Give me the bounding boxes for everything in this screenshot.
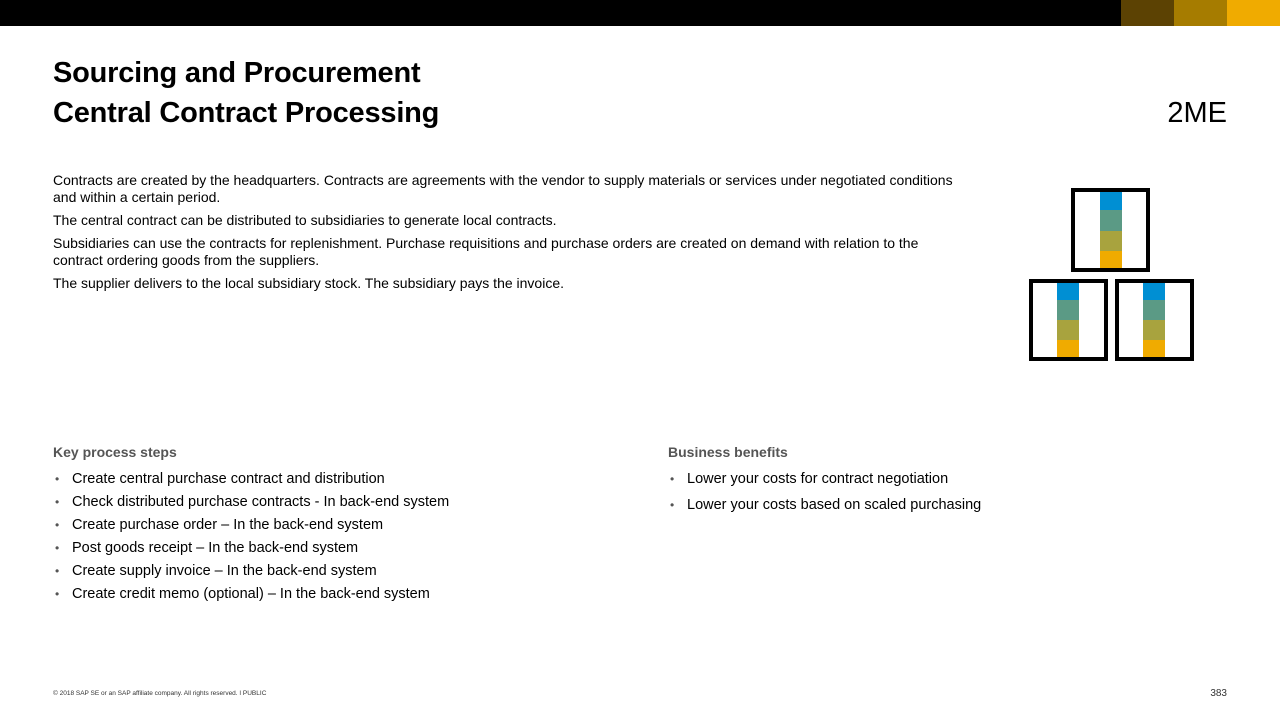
list-item-text: Create central purchase contract and distribution: [72, 471, 385, 487]
page-subtitle: Central Contract Processing: [53, 97, 440, 129]
list-item-text: Create credit memo (optional) – In the back-end system: [72, 586, 430, 602]
page-number: 383: [1210, 688, 1227, 699]
intro-paragraph: Contracts are created by the headquarters. Contracts are agreements with the vendor to supply materials or services under negotiated conditions and within a certain period.: [53, 172, 953, 205]
key-process-steps: [53, 444, 633, 609]
building-block-left: [1031, 280, 1106, 360]
color-swatch-dark: [1121, 0, 1174, 26]
section-heading: Business benefits: [668, 444, 788, 460]
business-benefits: [668, 444, 1228, 523]
color-swatch-mid: [1174, 0, 1227, 26]
intro-paragraph: Subsidiaries can use the contracts for replenishment. Purchase requisitions and purchase orders are created on demand with relation to the contract ordering goods from the suppliers.: [53, 235, 919, 268]
scope-item-code: 2ME: [1167, 97, 1227, 129]
intro-paragraph: The central contract can be distributed to subsidiaries to generate local contracts.: [53, 212, 557, 228]
list-item: • Create supply invoice – In the back-end system: [55, 563, 377, 579]
stacked-buildings-icon: [1025, 185, 1200, 365]
building-block-right: [1117, 280, 1192, 360]
intro-text: [53, 172, 953, 298]
list-item: • Lower your costs for contract negotiation: [670, 471, 949, 487]
list-item-text: Create purchase order – In the back-end system: [72, 517, 384, 533]
list-item: • Check distributed purchase contracts - In back-end system: [55, 494, 450, 510]
color-swatch-light: [1227, 0, 1280, 26]
list-item: • Create credit memo (optional) – In the back-end system: [55, 586, 430, 602]
section-heading: Key process steps: [53, 444, 177, 460]
list-item: • Post goods receipt – In the back-end system: [55, 540, 359, 556]
list-item-text: Create supply invoice – In the back-end system: [72, 563, 377, 579]
steps-list: [53, 471, 633, 603]
list-item: • Lower your costs based on scaled purchasing: [670, 497, 982, 513]
copyright-footer: © 2018 SAP SE or an SAP affiliate company. All rights reserved. ǀ PUBLIC: [53, 690, 267, 697]
list-item-text: Lower your costs based on scaled purchasing: [687, 497, 982, 513]
list-item-text: Lower your costs for contract negotiation: [687, 471, 949, 487]
building-block-top: [1073, 189, 1148, 271]
top-bar: [0, 0, 1280, 26]
list-item: • Create purchase order – In the back-end system: [55, 517, 384, 533]
page-title: Sourcing and Procurement: [53, 57, 421, 89]
list-item-text: Check distributed purchase contracts - In back-end system: [72, 494, 450, 510]
benefits-list: [668, 471, 1228, 514]
list-item-text: Post goods receipt – In the back-end system: [72, 540, 359, 556]
list-item: • Create central purchase contract and distribution: [55, 471, 385, 487]
intro-paragraph: The supplier delivers to the local subsidiary stock. The subsidiary pays the invoice.: [53, 275, 564, 291]
